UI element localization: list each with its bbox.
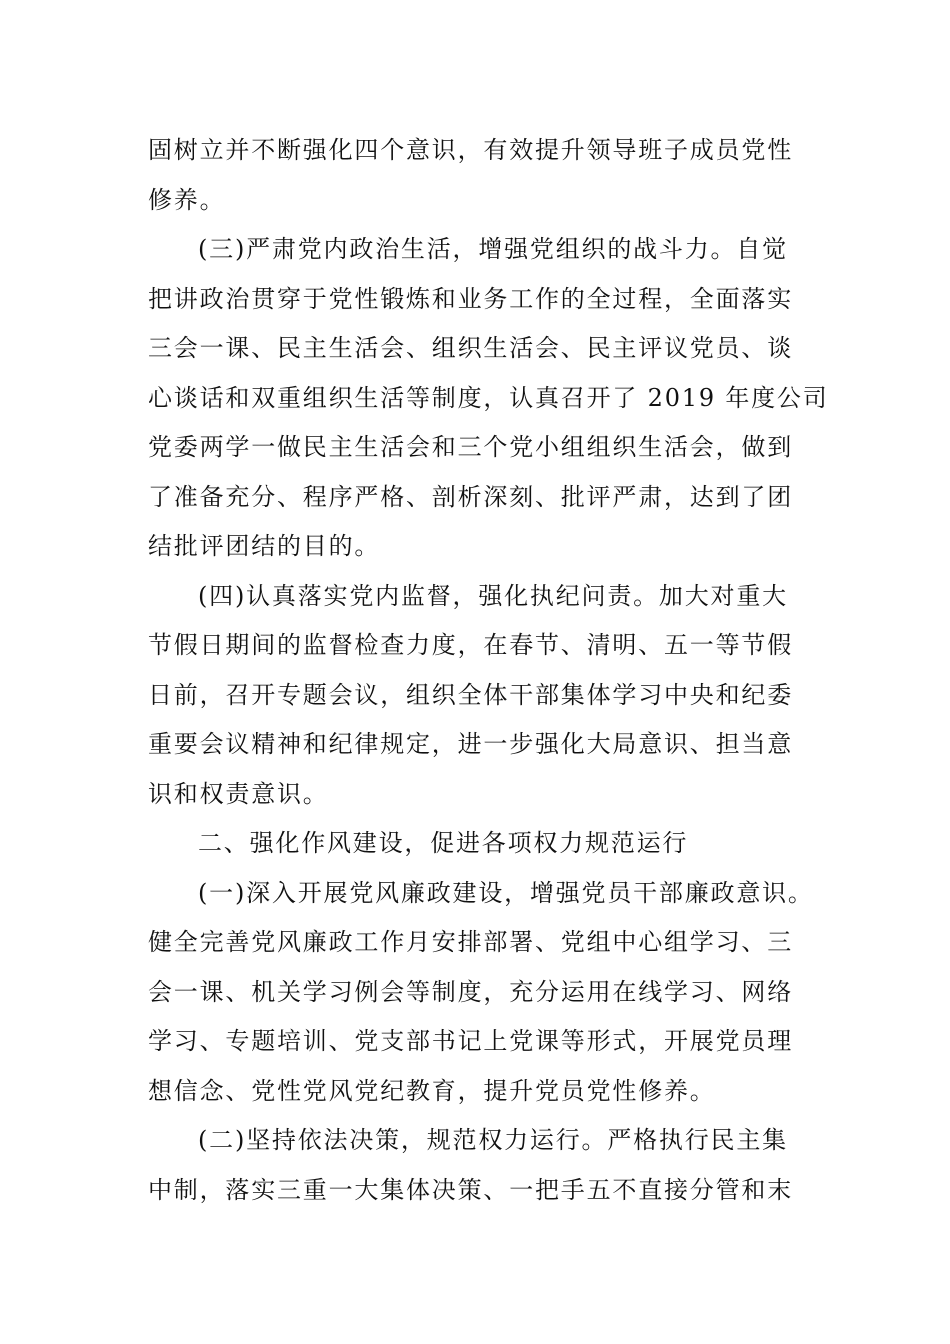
text-line-3: (三)严肃党内政治生活，增强党组织的战斗力。自觉: [198, 235, 788, 263]
text-line-7: 党委两学一做民主生活会和三个党小组组织生活会，做到: [148, 433, 793, 461]
text-line-4: 把讲政治贯穿于党性锻炼和业务工作的全过程，全面落实: [148, 284, 793, 313]
text-line-11: 节假日期间的监督检查力度，在春节、清明、五一等节假: [148, 631, 793, 659]
text-line-12: 日前，召开专题会议，组织全体干部集体学习中央和纪委: [148, 680, 793, 709]
text-line-13: 重要会议精神和纪律规定，进一步强化大局意识、担当意: [148, 730, 793, 758]
text-line-17: 健全完善党风廉政工作月安排部署、党组中心组学习、三: [148, 928, 793, 956]
text-line-18: 会一课、机关学习例会等制度，充分运用在线学习、网络: [148, 977, 793, 1006]
text-line-8: 了准备充分、程序严格、剖析深刻、批评严肃，达到了团: [148, 482, 793, 511]
text-line-20: 想信念、党性党风党纪教育，提升党员党性修养。: [148, 1076, 716, 1105]
text-line-16: (一)深入开展党风廉政建设，增强党员干部廉政意识。: [198, 878, 814, 907]
text-line-21: (二)坚持依法决策，规范权力运行。严格执行民主集: [198, 1126, 788, 1154]
text-line-14: 识和权责意识。: [148, 779, 329, 808]
section-heading: 二、强化作风建设，促进各项权力规范运行: [198, 829, 689, 857]
text-line-10: (四)认真落实党内监督，强化执纪问责。加大对重大: [198, 581, 788, 610]
text-line-1: 固树立并不断强化四个意识，有效提升领导班子成员党性: [148, 136, 793, 164]
text-line-6: 心谈话和双重组织生活等制度，认真召开了 2019 年度公司: [148, 383, 829, 412]
text-line-2: 修养。: [148, 185, 226, 214]
text-line-5: 三会一课、民主生活会、组织生活会、民主评议党员、谈: [148, 334, 793, 362]
text-line-22: 中制，落实三重一大集体决策、一把手五不直接分管和末: [148, 1175, 793, 1204]
document-body: [148, 126, 829, 1215]
text-line-9: 结批评团结的目的。: [148, 532, 381, 560]
text-line-19: 学习、专题培训、党支部书记上党课等形式，开展党员理: [148, 1027, 793, 1055]
